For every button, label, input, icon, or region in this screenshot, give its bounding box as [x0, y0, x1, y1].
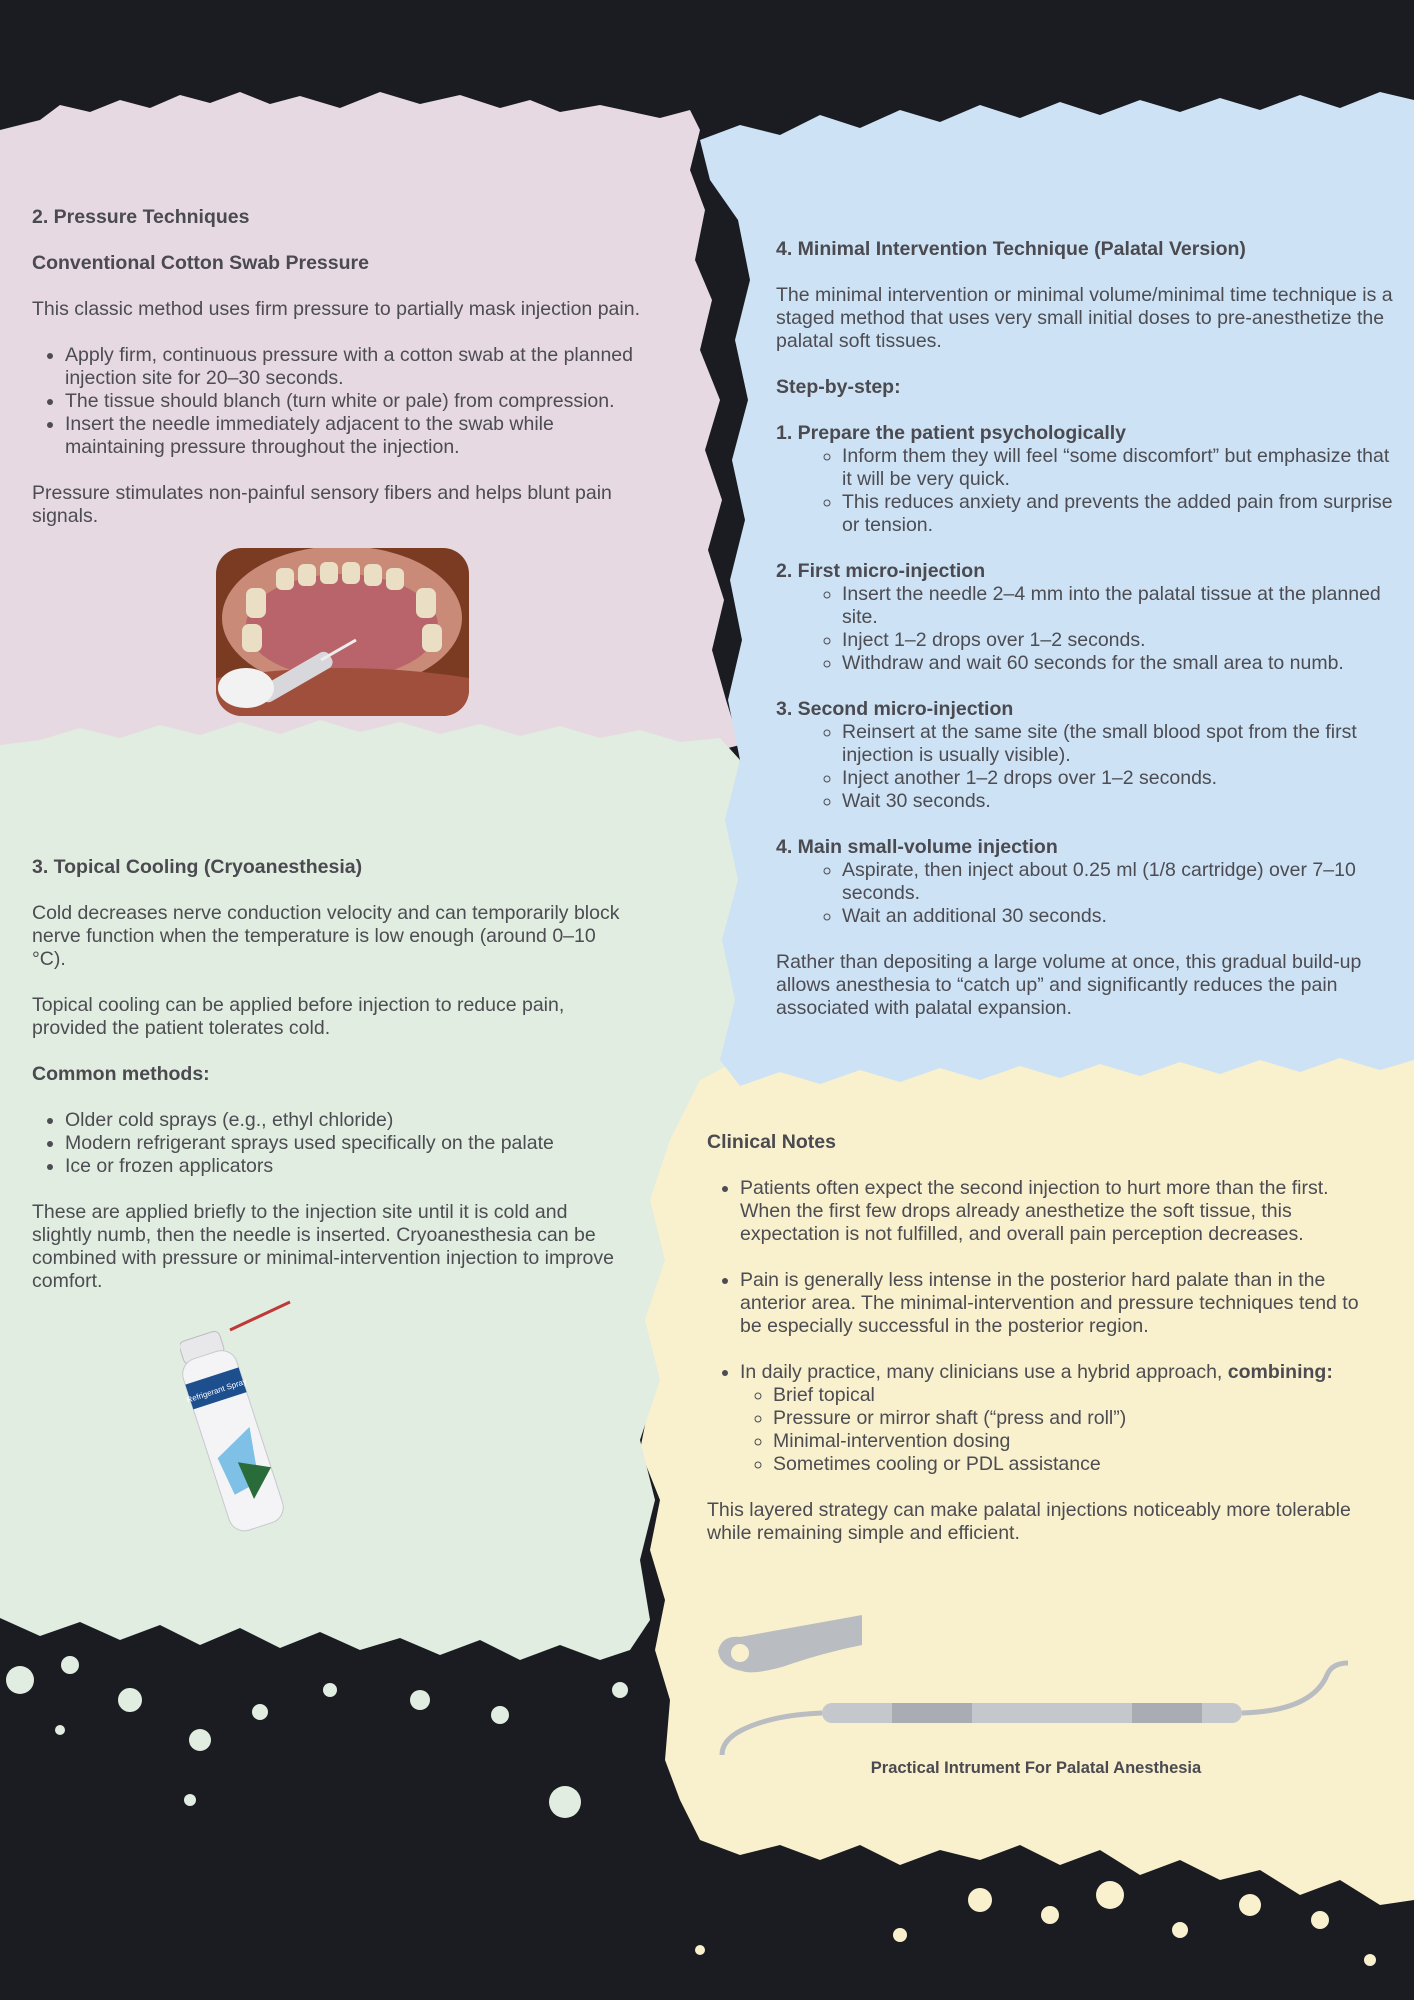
palatal-instrument-image: [712, 1615, 1362, 1765]
list-item: ◦ Reinsert at the same site (the small blood spot from the first injection is usually visible).: [842, 721, 1396, 767]
list-item: [740, 1361, 1367, 1476]
notes-list: [707, 1177, 1367, 1246]
minimal-section: [776, 238, 1396, 1020]
step-title: 1. Prepare the patient psychologically: [776, 422, 1127, 444]
list-item: • Insert the needle immediately adjacent to the swab while maintaining pressure throughout the injection.: [65, 413, 642, 459]
list-item: ◦ Withdraw and wait 60 seconds for the small area to numb.: [842, 652, 1396, 675]
list-item: • Older cold sprays (e.g., ethyl chloride): [65, 1109, 622, 1132]
minimal-intro: The minimal intervention or minimal volume/minimal time technique is a staged method that uses very small initial doses to pre-anesthetize the palatal soft tissues.: [776, 284, 1393, 352]
list-item: ◦ Minimal-intervention dosing: [773, 1430, 1367, 1453]
list-item: ◦ Inject another 1–2 drops over 1–2 seconds.: [842, 767, 1396, 790]
pressure-subheading: Conventional Cotton Swab Pressure: [32, 252, 369, 274]
pressure-heading: 2. Pressure Techniques: [32, 206, 250, 228]
pressure-section: [32, 206, 642, 528]
step-items: [776, 583, 1396, 675]
hybrid-items: [740, 1384, 1367, 1476]
step-title: 4. Main small-volume injection: [776, 836, 1058, 858]
list-item: • Pain is generally less intense in the posterior hard palate than in the anterior area. The minimal-intervention and pressure techniques tend to be especially successful in the posterior region.: [740, 1269, 1367, 1338]
list-item: ◦ Sometimes cooling or PDL assistance: [773, 1453, 1367, 1476]
palatal-injection-photo: [216, 548, 469, 716]
step-items: [776, 721, 1396, 813]
notes-list: [707, 1361, 1367, 1476]
list-item: ◦ Wait an additional 30 seconds.: [842, 905, 1396, 928]
list-item: ◦ Brief topical: [773, 1384, 1367, 1407]
list-item: • The tissue should blanch (turn white or pale) from compression.: [65, 390, 642, 413]
step-title: 3. Second micro-injection: [776, 698, 1014, 720]
notes-summary: This layered strategy can make palatal injections noticeably more tolerable while remaining simple and efficient.: [707, 1499, 1351, 1544]
pressure-summary: Pressure stimulates non-painful sensory fibers and helps blunt pain signals.: [32, 482, 612, 527]
step-title: 2. First micro-injection: [776, 560, 986, 582]
note3-text: In daily practice, many clinicians use a hybrid approach,: [740, 1361, 1228, 1383]
notes-heading: Clinical Notes: [707, 1131, 836, 1153]
list-item: ◦ Insert the needle 2–4 mm into the palatal tissue at the planned site.: [842, 583, 1396, 629]
list-item: ◦ Inform them they will feel “some discomfort” but emphasize that it will be very quick.: [842, 445, 1396, 491]
step-items: [776, 859, 1396, 928]
list-item: • Apply firm, continuous pressure with a cotton swab at the planned injection site for 20–30 seconds.: [65, 344, 642, 390]
list-item: • Modern refrigerant sprays used specifically on the palate: [65, 1132, 622, 1155]
list-item: ◦ Aspirate, then inject about 0.25 ml (1/8 cartridge) over 7–10 seconds.: [842, 859, 1396, 905]
methods-list: [32, 1109, 622, 1178]
spray-label: Refrigerant Spray: [185, 1376, 248, 1405]
pressure-bullets: [32, 344, 642, 459]
refrigerant-spray-can: [180, 1300, 300, 1540]
minimal-heading: 4. Minimal Intervention Technique (Palatal Version): [776, 238, 1246, 260]
list-item: ◦ Pressure or mirror shaft (“press and roll”): [773, 1407, 1367, 1430]
list-item: ◦ Wait 30 seconds.: [842, 790, 1396, 813]
list-item: • Ice or frozen applicators: [65, 1155, 622, 1178]
cooling-para2: Topical cooling can be applied before injection to reduce pain, provided the patient tolerates cold.: [32, 994, 565, 1039]
methods-heading: Common methods:: [32, 1063, 210, 1085]
notes-list: [707, 1269, 1367, 1338]
cooling-heading: 3. Topical Cooling (Cryoanesthesia): [32, 856, 363, 878]
pressure-intro: This classic method uses firm pressure to partially mask injection pain.: [32, 298, 640, 320]
note3-bold: combining:: [1227, 1361, 1333, 1383]
cooling-para3: These are applied briefly to the injection site until it is cold and slightly numb, then the needle is inserted. Cryoanesthesia can be combined with pressure or minimal-intervention injection to improve comfort.: [32, 1201, 615, 1292]
cooling-para1: Cold decreases nerve conduction velocity and can temporarily block nerve function when the temperature is low enough (around 0–10 °C).: [32, 902, 620, 970]
list-item: • Patients often expect the second injection to hurt more than the first. When the first few drops already anesthetize the soft tissue, this expectation is not fulfilled, and overall pain perception decreases.: [740, 1177, 1367, 1246]
steps-heading: Step-by-step:: [776, 376, 901, 398]
step-items: [776, 445, 1396, 537]
minimal-summary: Rather than depositing a large volume at once, this gradual build-up allows anesthesia to “catch up” and significantly reduces the pain associated with palatal expansion.: [776, 951, 1362, 1019]
list-item: ◦ Inject 1–2 drops over 1–2 seconds.: [842, 629, 1396, 652]
instrument-caption: Practical Intrument For Palatal Anesthesia: [870, 1759, 1202, 1777]
list-item: ◦ This reduces anxiety and prevents the added pain from surprise or tension.: [842, 491, 1396, 537]
notes-section: [707, 1131, 1367, 1545]
cooling-section: [32, 856, 622, 1293]
